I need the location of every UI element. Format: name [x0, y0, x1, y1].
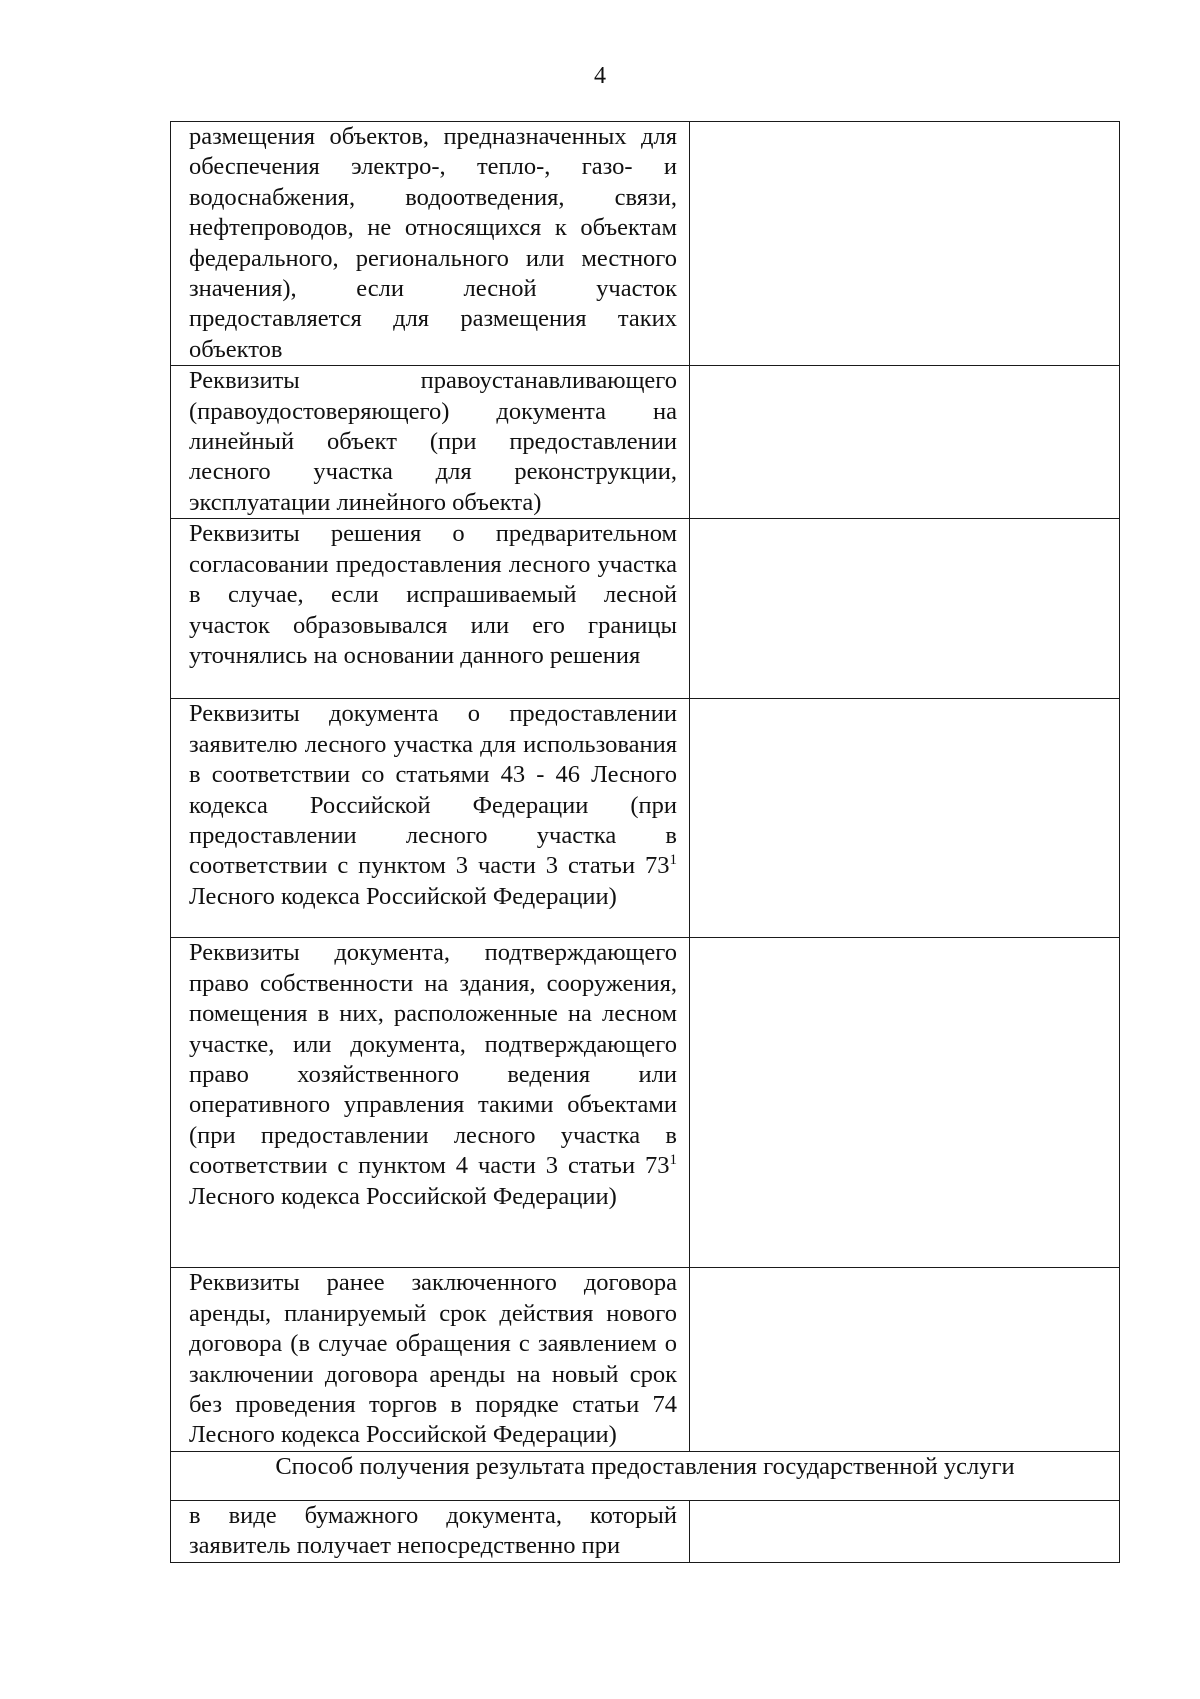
row-value-cell: [690, 366, 1120, 519]
application-form-table: [170, 121, 1120, 1563]
section-heading-row: [171, 1451, 1120, 1500]
row-label-part: Реквизиты документа о предоставлении заявителю лесного участка для использования в соответствии со статьями 43 - 46 Лесного кодекса Российской Федерации (при предоставлении лесного участка в соответствии с пунктом 3 части 3 статьи 73: [189, 700, 677, 880]
table-row: [171, 519, 1120, 699]
table-row: [171, 699, 1120, 938]
table-row: [171, 122, 1120, 366]
row-value-cell: [690, 519, 1120, 699]
row-value-cell: [690, 938, 1120, 1268]
row-label-cell: [171, 1268, 690, 1451]
row-value-cell: [690, 699, 1120, 938]
table-row: [171, 1268, 1120, 1451]
superscript: 1: [669, 1151, 677, 1168]
row-label-text: Реквизиты правоустанавливающего (правоудостоверяющего) документа на линейный объект (при предоставлении лесного участка для реконструкции, эксплуатации линейного объекта): [189, 367, 677, 516]
row-label-cell: [171, 519, 690, 699]
row-value-cell: [690, 1268, 1120, 1451]
row-label-text: в виде бумажного документа, который заявитель получает непосредственно при: [189, 1501, 677, 1560]
table-row: [171, 366, 1120, 519]
row-label-cell: [171, 1500, 690, 1562]
section-heading: Способ получения результата предоставления государственной услуги: [171, 1451, 1120, 1500]
row-label-part: Лесного кодекса Российской Федерации): [189, 882, 617, 910]
row-label-text: [171, 699, 689, 912]
row-label-cell: [171, 938, 690, 1268]
table-row: [171, 1500, 1120, 1562]
row-label-cell: [171, 699, 690, 938]
row-label-text: Реквизиты ранее заключенного договора аренды, планируемый срок действия нового договора (в случае обращения с заявлением о заключении договора аренды на новый срок без проведения торгов в порядке статьи 74 Лесного кодекса Российской Федерации): [189, 1269, 677, 1449]
row-label-cell: [171, 122, 690, 366]
table-row: [171, 938, 1120, 1268]
row-label-text: размещения объектов, предназначенных для обеспечения электро-, тепло-, газо- и водоснабжения, водоотведения, связи, нефтепроводов, не относящихся к объектам федерального, регионального или местного значения), если лесной участок предоставляется для размещения таких объектов: [189, 123, 677, 363]
row-value-cell: [690, 1500, 1120, 1562]
row-value-cell: [690, 122, 1120, 366]
row-label-part: Лесного кодекса Российской Федерации): [189, 1182, 617, 1210]
row-label-text: [171, 938, 689, 1212]
row-label-cell: [171, 366, 690, 519]
page-number: 4: [594, 63, 606, 89]
superscript: 1: [669, 852, 677, 869]
row-label-text: Реквизиты решения о предварительном согласовании предоставления лесного участка в случае, если испрашиваемый лесной участок образовывался или его границы уточнялись на основании данного решения: [189, 520, 677, 669]
row-label-part: Реквизиты документа, подтверждающего право собственности на здания, сооружения, помещения в них, расположенные на лесном участке, или документа, подтверждающего право хозяйственного ведения или оперативного управления такими объектами (при предоставлении лесного участка в соответствии с пунктом 4 части 3 статьи 73: [189, 939, 677, 1180]
